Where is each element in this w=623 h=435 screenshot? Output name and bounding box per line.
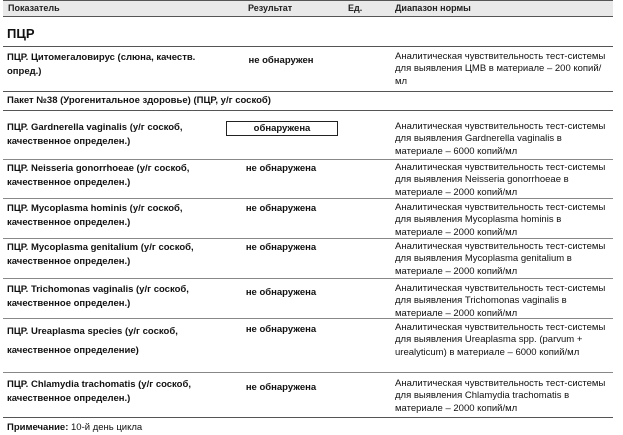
row-divider: [3, 318, 613, 319]
reference-range: Аналитическая чувствительность тест-системы для выявления Ureaplasma spp. (parvum + urealyticum) в материале – 6000 копий/мл: [395, 322, 606, 358]
note: [7, 422, 142, 433]
package-divider-bottom: [3, 110, 613, 111]
result-value: не обнаружена: [245, 163, 317, 174]
indicator-name: ПЦР. Mycoplasma genitalium (у/г соскоб, качественное определен.): [7, 242, 194, 267]
result-value: не обнаружена: [245, 324, 317, 335]
reference-range: Аналитическая чувствительность тест-системы для выявления Chlamydia trachomatis в материале – 2000 копий/мл: [395, 378, 606, 414]
result-value: не обнаружен: [248, 55, 314, 66]
reference-range: Аналитическая чувствительность тест-системы для выявления Gardnerella vaginalis в материале – 6000 копий/мл: [395, 121, 606, 157]
indicator-name: ПЦР. Цитомегаловирус (слюна, качеств. опред.): [7, 52, 196, 77]
header-indicator: Показатель: [8, 3, 60, 13]
table-bottom-rule: [3, 417, 613, 418]
indicator-name: ПЦР. Mycoplasma hominis (у/г соскоб, качественное определен.): [7, 203, 183, 228]
result-value: не обнаружена: [245, 242, 317, 253]
header-result: Результат: [248, 3, 293, 13]
package-title: Пакет №38 (Урогенитальное здоровье) (ПЦР, у/г соскоб): [7, 95, 271, 106]
row-divider: [3, 159, 613, 160]
result-value-positive: обнаружена: [226, 121, 338, 136]
result-value: не обнаружена: [245, 382, 317, 393]
row-divider: [3, 198, 613, 199]
section-title: ПЦР: [7, 26, 35, 41]
package-divider-top: [3, 91, 613, 92]
indicator-name: ПЦР. Neisseria gonorrhoeae (у/г соскоб, качественное определен.): [7, 163, 190, 188]
indicator-name: ПЦР. Ureaplasma species (у/г соскоб, качественное определение): [7, 326, 178, 356]
note-text: 10-й день цикла: [71, 422, 143, 433]
reference-range: Аналитическая чувствительность тест-системы для выявления Trichomonas vaginalis в материале – 2000 копий/мл: [395, 283, 606, 319]
row-divider: [3, 372, 613, 373]
header-range: Диапазон нормы: [395, 3, 471, 13]
indicator-name: ПЦР. Gardnerella vaginalis (у/г соскоб, качественное определен.): [7, 122, 183, 147]
reference-range: Аналитическая чувствительность тест-системы для выявления Mycoplasma hominis в материале – 2000 копий/мл: [395, 202, 606, 238]
result-value: не обнаружена: [245, 203, 317, 214]
result-value: не обнаружена: [245, 287, 317, 298]
table-header: [3, 0, 613, 17]
reference-range: Аналитическая чувствительность тест-системы для выявления Mycoplasma genitalium в материале – 2000 копий/мл: [395, 241, 606, 277]
header-unit: Ед.: [348, 3, 363, 13]
row-divider: [3, 238, 613, 239]
row-divider: [3, 278, 613, 279]
reference-range: Аналитическая чувствительность тест-системы для выявления ЦМВ в материале – 200 копий/мл: [395, 51, 606, 87]
section-divider: [3, 46, 613, 47]
indicator-name: ПЦР. Chlamydia trachomatis (у/г соскоб, качественное определен.): [7, 379, 191, 404]
note-label: Примечание:: [7, 422, 69, 433]
reference-range: Аналитическая чувствительность тест-системы для выявления Neisseria gonorrhoeae в материале – 2000 копий/мл: [395, 162, 606, 198]
indicator-name: ПЦР. Trichomonas vaginalis (у/г соскоб, качественное определен.): [7, 284, 189, 309]
